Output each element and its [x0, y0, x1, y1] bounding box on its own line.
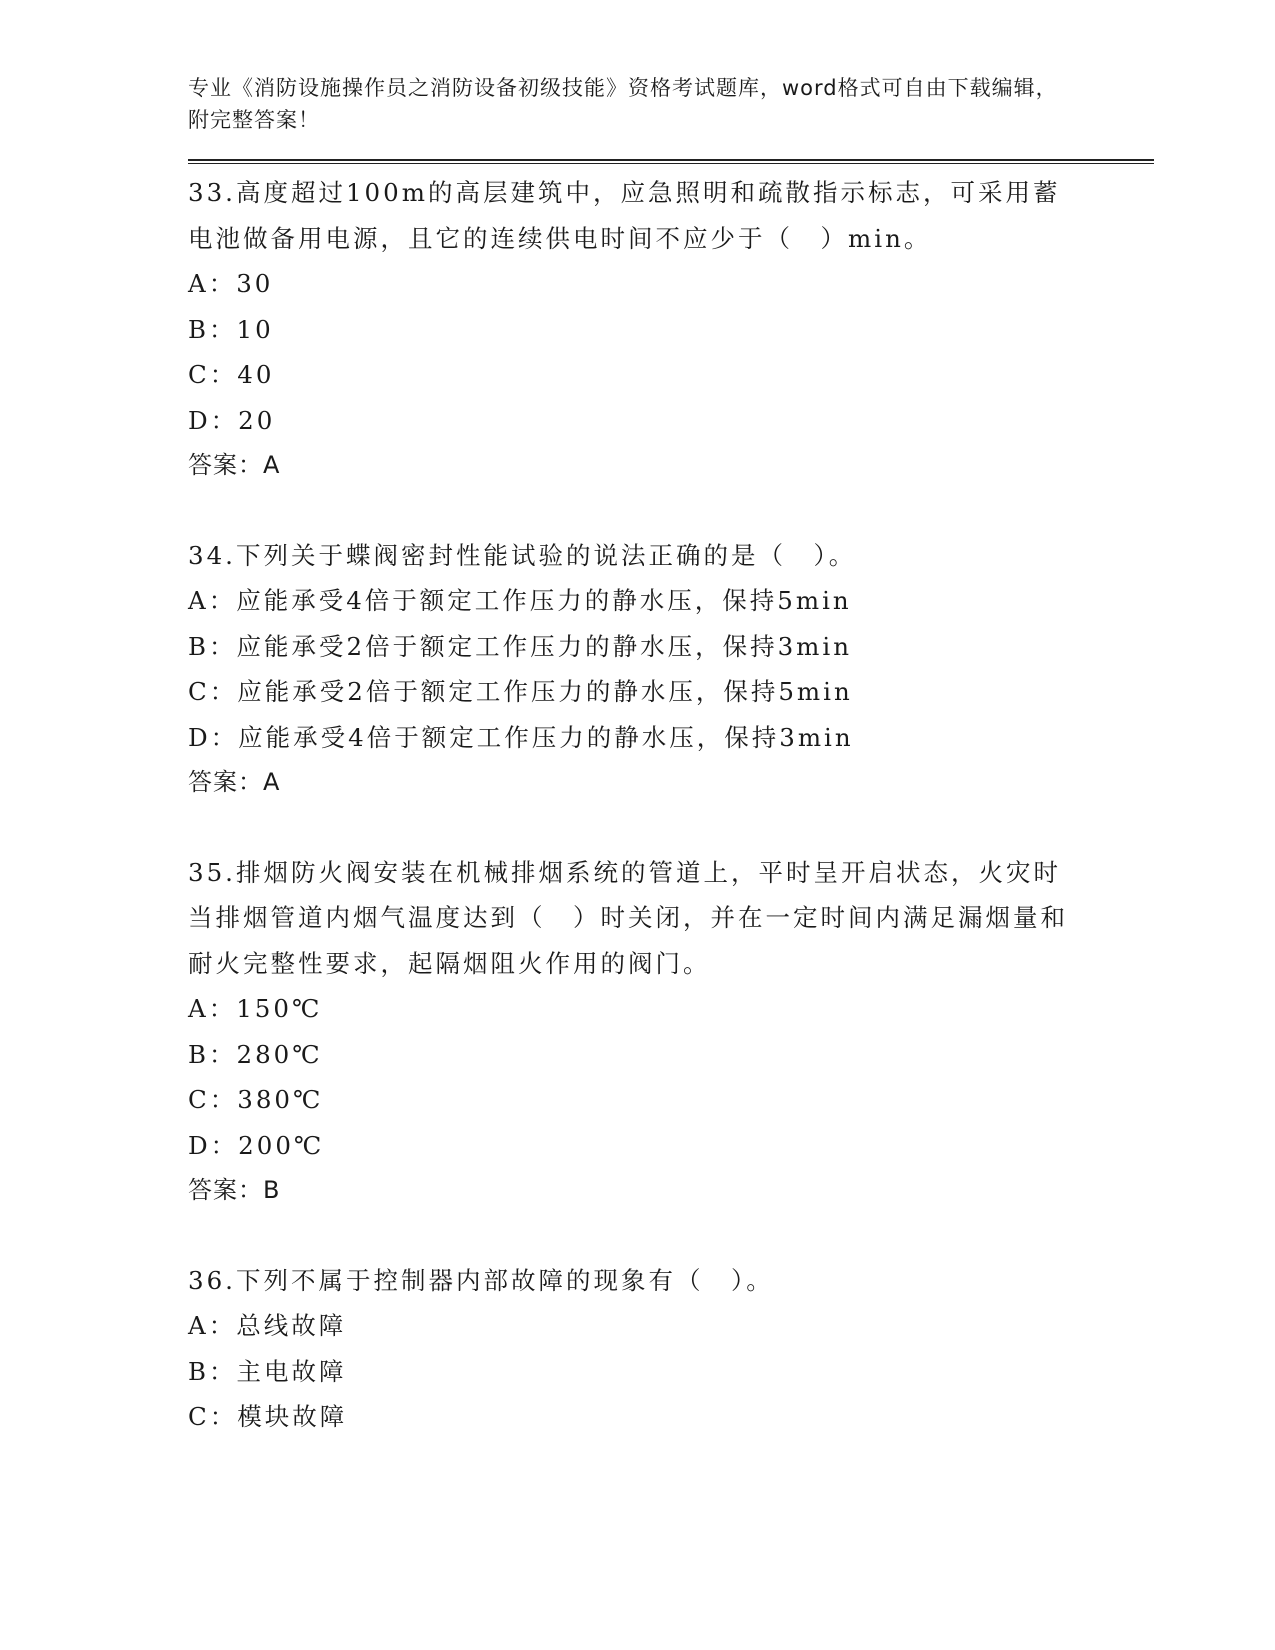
- answer-option: D：20: [188, 405, 276, 435]
- answer-option: A：总线故障: [188, 1311, 347, 1340]
- answer-option: B：主电故障: [188, 1356, 347, 1386]
- question-block: [188, 1258, 1148, 1440]
- question-spacer: [188, 806, 1148, 850]
- question-block: [188, 533, 1148, 806]
- answer-option: C：380℃: [188, 1085, 324, 1114]
- answer-option: C：应能承受2倍于额定工作压力的静水压，保持5min: [188, 677, 853, 706]
- question-stem: 35.排烟防火阀安装在机械排烟系统的管道上，平时呈开启状态，火灾时当排烟管道内烟气温度达到（ ）时关闭，并在一定时间内满足漏烟量和耐火完整性要求，起隔烟阻火作用的阀门。: [188, 857, 1068, 978]
- answer-option: D：应能承受4倍于额定工作压力的静水压，保持3min: [188, 722, 854, 752]
- question-stem: 36.下列不属于控制器内部故障的现象有（ ）。: [188, 1265, 774, 1295]
- answer-key: 答案：A: [188, 768, 281, 796]
- document-page: [188, 72, 1148, 1440]
- question-list: [188, 170, 1148, 1440]
- answer-key: 答案：A: [188, 451, 281, 479]
- question-block: [188, 850, 1148, 1214]
- document-header: 专业《消防设施操作员之消防设备初级技能》资格考试题库，word格式可自由下载编辑，附完整答案！: [188, 76, 1058, 132]
- question-stem: 34.下列关于蝶阀密封性能试验的说法正确的是（ ）。: [188, 540, 857, 570]
- header-divider: [188, 159, 1154, 164]
- answer-option: A：150℃: [188, 994, 323, 1023]
- question-spacer: [188, 489, 1148, 533]
- question-spacer: [188, 1214, 1148, 1258]
- answer-option: A：应能承受4倍于额定工作压力的静水压，保持5min: [188, 586, 852, 615]
- answer-option: C：模块故障: [188, 1402, 348, 1431]
- question-block: [188, 170, 1148, 489]
- answer-key: 答案：B: [188, 1176, 281, 1204]
- answer-option: B：应能承受2倍于额定工作压力的静水压，保持3min: [188, 631, 853, 661]
- answer-option: D：200℃: [188, 1130, 325, 1160]
- question-stem: 33.高度超过100m的高层建筑中，应急照明和疏散指示标志，可采用蓄电池做备用电源，且它的连续供电时间不应少于（ ）min。: [188, 178, 1061, 253]
- answer-option: A：30: [188, 269, 274, 298]
- answer-option: B：280℃: [188, 1039, 323, 1069]
- answer-option: C：40: [188, 360, 275, 389]
- answer-option: B：10: [188, 314, 274, 344]
